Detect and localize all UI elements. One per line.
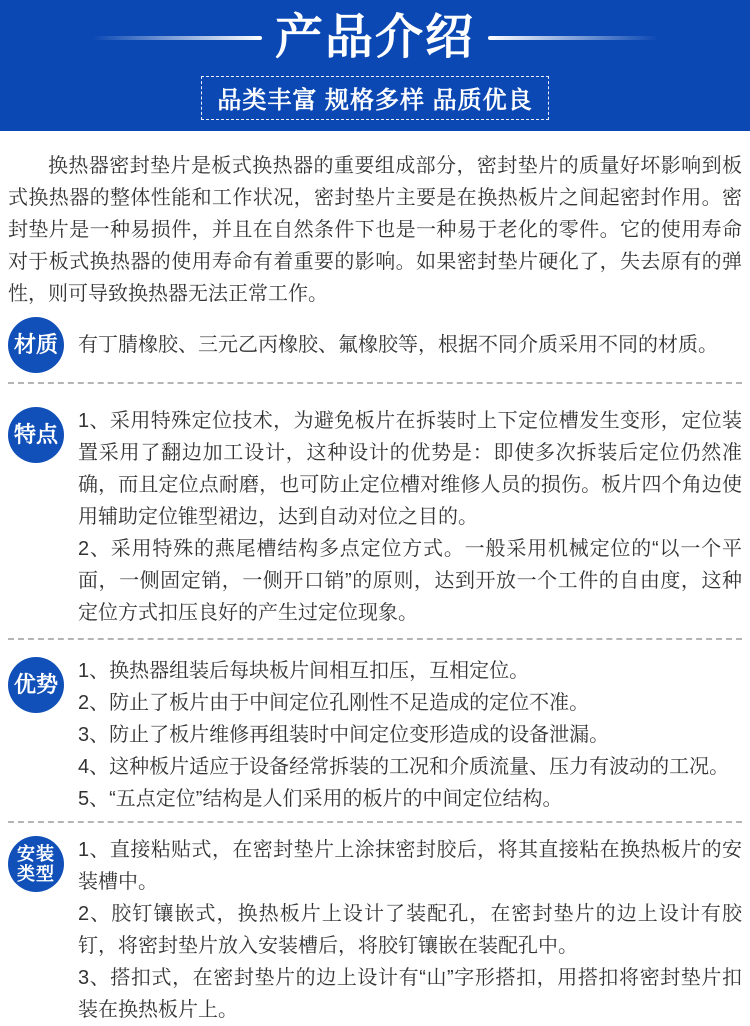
installation-badge	[8, 836, 64, 892]
page-title: 产品介绍	[274, 11, 475, 64]
section-divider	[8, 821, 742, 823]
content-area	[0, 150, 750, 1026]
features-badge	[8, 407, 64, 463]
material-text	[78, 332, 742, 358]
installation-item: 2、胶钉镶嵌式，换热板片上设计了装配孔，在密封垫片的边上设计有胶钉，将密封垫片放入安装槽后，将胶钉镶嵌在装配孔中。	[78, 903, 742, 957]
title-decor-line-left-icon	[92, 36, 262, 40]
advantages-item: 4、这种板片适应于设备经常拆装的工况和介质流量、压力有波动的工况。	[78, 756, 730, 778]
installation-item: 3、搭扣式，在密封垫片的边上设计有“山”字形搭扣，用搭扣将密封垫片扣装在换热板片上。	[78, 967, 742, 1021]
installation-text	[78, 834, 742, 1026]
advantages-item: 5、“五点定位”结构是人们采用的板片的中间定位结构。	[78, 788, 563, 810]
advantages-item: 3、防止了板片维修再组装时中间定位变形造成的设备泄漏。	[78, 724, 610, 746]
installation-badge-label-line2: 类型	[17, 864, 55, 884]
section-divider	[8, 638, 742, 640]
features-text	[78, 405, 742, 629]
subtitle-text: 品类丰富 规格多样 品质优良	[217, 87, 533, 114]
title-decor-line-right-icon	[488, 36, 658, 40]
advantages-badge-column	[8, 655, 78, 713]
advantages-badge	[8, 657, 64, 713]
advantages-text	[78, 655, 742, 815]
features-badge-column	[8, 405, 78, 463]
section-divider	[8, 382, 742, 384]
material-badge-label: 材质	[13, 332, 58, 357]
section-features	[8, 405, 742, 629]
installation-badge-label-line1: 安装	[17, 844, 55, 864]
features-badge-label: 特点	[13, 422, 58, 447]
installation-item: 1、直接粘贴式，在密封垫片上涂抹密封胶后，将其直接粘在换热板片的安装槽中。	[78, 839, 742, 893]
section-material	[8, 316, 742, 374]
advantages-badge-label: 优势	[13, 672, 58, 697]
material-badge-column	[8, 317, 78, 373]
section-installation-types	[8, 834, 742, 1026]
title-row	[0, 11, 750, 65]
material-badge	[8, 317, 64, 373]
material-paragraph: 有丁腈橡胶、三元乙丙橡胶、氟橡胶等，根据不同介质采用不同的材质。	[78, 334, 718, 356]
installation-badge-column	[8, 834, 78, 892]
intro-paragraph: 换热器密封垫片是板式换热器的重要组成部分，密封垫片的质量好坏影响到板式换热器的整体性能和工作状况，密封垫片主要是在换热板片之间起密封作用。密封垫片是一种易损件，并且在自然条件下也是一种易于老化的零件。它的使用寿命对于板式换热器的使用寿命有着重要的影响。如果密封垫片硬化了，失去原有的弹性，则可导致换热器无法正常工作。	[8, 155, 742, 305]
features-paragraph: 1、采用特殊定位技术，为避免板片在拆装时上下定位槽发生变形，定位装置采用了翻边加工设计，这种设计的优势是：即使多次拆装后定位仍然准确，而且定位点耐磨，也可防止定位槽对维修人员的损伤。板片四个角边使用辅助定位锥型裙边，达到自动对位之目的。	[78, 410, 742, 528]
features-paragraph: 2、采用特殊的燕尾槽结构多点定位方式。一般采用机械定位的“以一个平面，一侧固定销，一侧开口销”的原则，达到开放一个工件的自由度，这种定位方式扣压良好的产生过定位现象。	[78, 538, 742, 624]
header-banner	[0, 0, 750, 131]
advantages-item: 2、防止了板片由于中间定位孔刚性不足造成的定位不准。	[78, 692, 590, 714]
advantages-item: 1、换热器组装后每块板片间相互扣压，互相定位。	[78, 660, 530, 682]
section-advantages	[8, 655, 742, 815]
subtitle-box	[201, 76, 548, 120]
